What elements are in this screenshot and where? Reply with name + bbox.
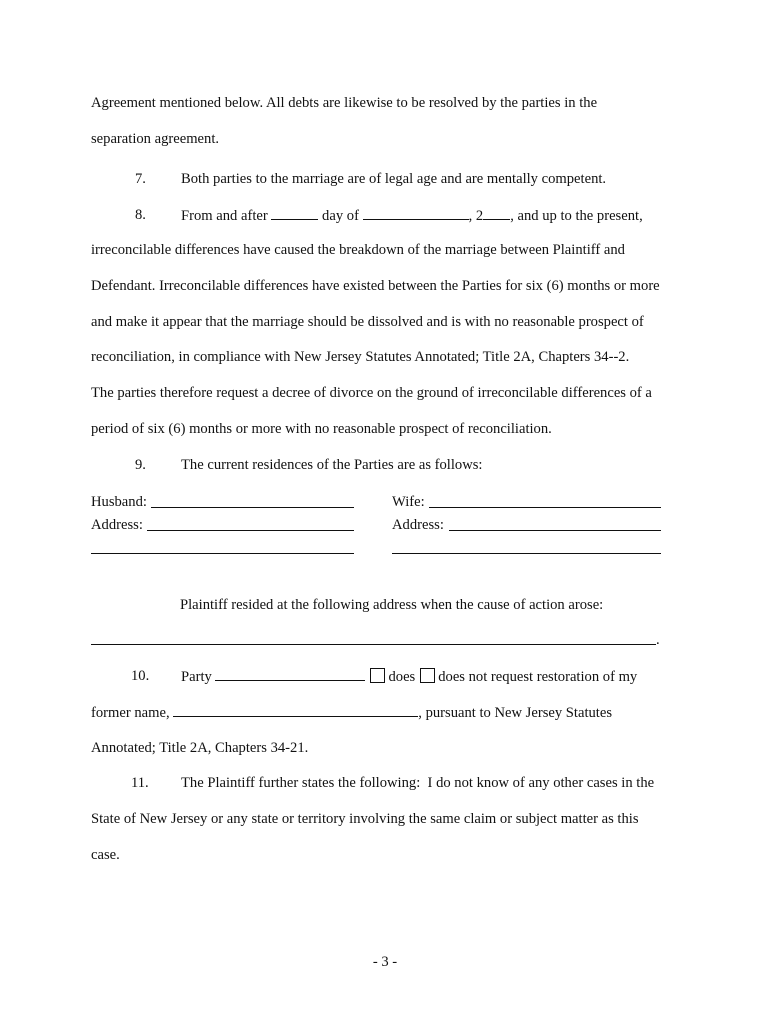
item-number-8: 8. <box>135 207 146 223</box>
plaintiff-address-field[interactable] <box>91 644 656 645</box>
item-11-text-line: case. <box>91 847 120 863</box>
item-10-second-line <box>91 703 612 722</box>
wife-address-field[interactable] <box>449 530 661 531</box>
item-8-text-line: The parties therefore request a decree of divorce on the ground of irreconcilable differences of a <box>91 385 652 401</box>
does-not-checkbox[interactable] <box>420 668 435 683</box>
wife-address-label: Address: <box>392 517 444 533</box>
item-9-text: The current residences of the Parties are as follows: <box>181 457 483 473</box>
paragraph-text: separation agreement. <box>91 131 220 147</box>
former-name-label: former name, <box>91 705 170 721</box>
month-blank[interactable] <box>363 206 469 220</box>
item-number-7: 7. <box>135 171 146 187</box>
does-checkbox[interactable] <box>370 668 385 683</box>
husband-address-field[interactable] <box>147 530 354 531</box>
item-number-10: 10. <box>131 668 150 684</box>
party-blank[interactable] <box>215 667 365 681</box>
does-label: does <box>388 669 416 685</box>
item-8-present: , and up to the present, <box>510 208 643 224</box>
husband-address-line2-field[interactable] <box>91 553 354 554</box>
husband-field[interactable] <box>151 507 354 508</box>
item-8-text-line: and make it appear that the marriage should be dissolved and is with no reasonable prospect of <box>91 314 644 330</box>
wife-label: Wife: <box>392 494 425 510</box>
period: . <box>656 632 660 648</box>
item-10-statute: , pursuant to New Jersey Statutes <box>418 705 613 721</box>
item-8-text-line: Defendant. Irreconcilable differences have existed between the Parties for six (6) months or more <box>91 278 660 294</box>
plaintiff-address-text: Plaintiff resided at the following address when the cause of action arose: <box>180 597 604 613</box>
item-11-text: The Plaintiff further states the following: I do not know of any other cases in the <box>181 775 655 791</box>
item-7-text: Both parties to the marriage are of legal age and are mentally competent. <box>181 171 607 187</box>
husband-address-label: Address: <box>91 517 143 533</box>
item-8-from-after: From and after <box>181 208 268 224</box>
item-11-text-line: State of New Jersey or any state or territory involving the same claim or subject matter as this <box>91 811 639 827</box>
item-10-third-line: Annotated; Title 2A, Chapters 34-21. <box>91 740 309 756</box>
item-number-11: 11. <box>131 775 149 791</box>
page-number: - 3 - <box>372 954 398 970</box>
item-8-year-prefix: , 2 <box>468 208 484 224</box>
husband-label: Husband: <box>91 494 147 510</box>
party-label: Party <box>181 669 212 685</box>
item-8-first-line <box>181 206 643 225</box>
item-8-text-line: period of six (6) months or more with no reasonable prospect of reconciliation. <box>91 421 552 437</box>
item-8-text-line: reconciliation, in compliance with New Jersey Statutes Annotated; Title 2A, Chapters 34--2. <box>91 349 630 365</box>
year-blank[interactable] <box>483 206 510 220</box>
item-8-day-of: day of <box>322 208 359 224</box>
former-name-blank[interactable] <box>173 703 418 717</box>
item-number-9: 9. <box>135 457 146 473</box>
day-blank[interactable] <box>271 206 318 220</box>
paragraph-text: Agreement mentioned below. All debts are likewise to be resolved by the parties in the <box>91 95 598 111</box>
item-10-first-line <box>181 667 637 686</box>
does-not-label: does not request restoration of my <box>438 669 638 685</box>
wife-field[interactable] <box>429 507 661 508</box>
wife-address-line2-field[interactable] <box>392 553 661 554</box>
item-8-text-line: irreconcilable differences have caused the breakdown of the marriage between Plaintiff and <box>91 242 625 258</box>
